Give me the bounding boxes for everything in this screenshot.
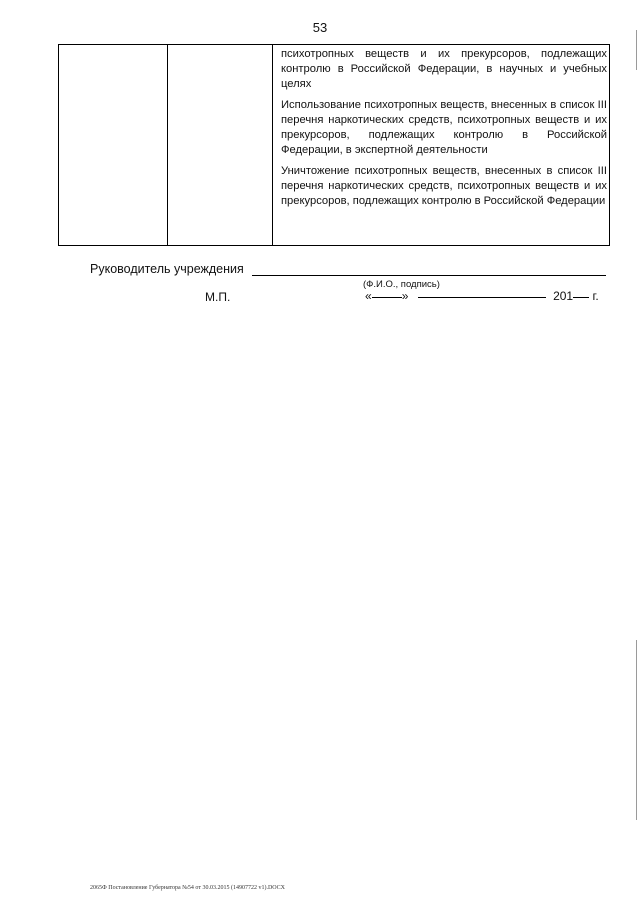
year-blank — [573, 297, 589, 298]
signature-caption: (Ф.И.О., подпись) — [363, 279, 440, 290]
date-close-quote: » — [401, 289, 409, 303]
table-cell-activities — [281, 47, 607, 209]
permissions-table — [58, 44, 610, 246]
signature-line — [252, 275, 606, 276]
date-row — [365, 289, 599, 303]
day-blank — [372, 297, 402, 298]
document-footer: 2065Ф Постановление Губернатора №54 от 30.03.2015 (14907722 v1).DOCX — [90, 885, 285, 891]
table-column-divider — [272, 45, 273, 245]
table-entry: психотропных веществ и их прекурсоров, подлежащих контролю в Российской Федерации, в научных и учебных целях — [281, 48, 607, 90]
table-column-divider — [167, 45, 168, 245]
year-suffix: г. — [592, 289, 599, 303]
scan-edge-mark — [636, 640, 637, 820]
page-number: 53 — [312, 20, 328, 35]
month-blank — [418, 297, 546, 298]
seal-placeholder: М.П. — [205, 290, 231, 304]
year-prefix: 201 — [553, 289, 574, 303]
table-entry: Использование психотропных веществ, внесенных в список III перечня наркотических средств, психотропных веществ и их прекурсоров, подлежащих контролю в Российской Федерации, в экспертной деятельности — [281, 99, 607, 156]
date-open-quote: « — [365, 289, 372, 303]
head-of-institution-label: Руководитель учреждения — [90, 262, 244, 276]
table-entry: Уничтожение психотропных веществ, внесенных в список III перечня наркотических средств, психотропных веществ и их прекурсоров, подлежащих контролю в Российской Федерации — [281, 165, 607, 207]
scan-edge-mark — [636, 30, 637, 70]
